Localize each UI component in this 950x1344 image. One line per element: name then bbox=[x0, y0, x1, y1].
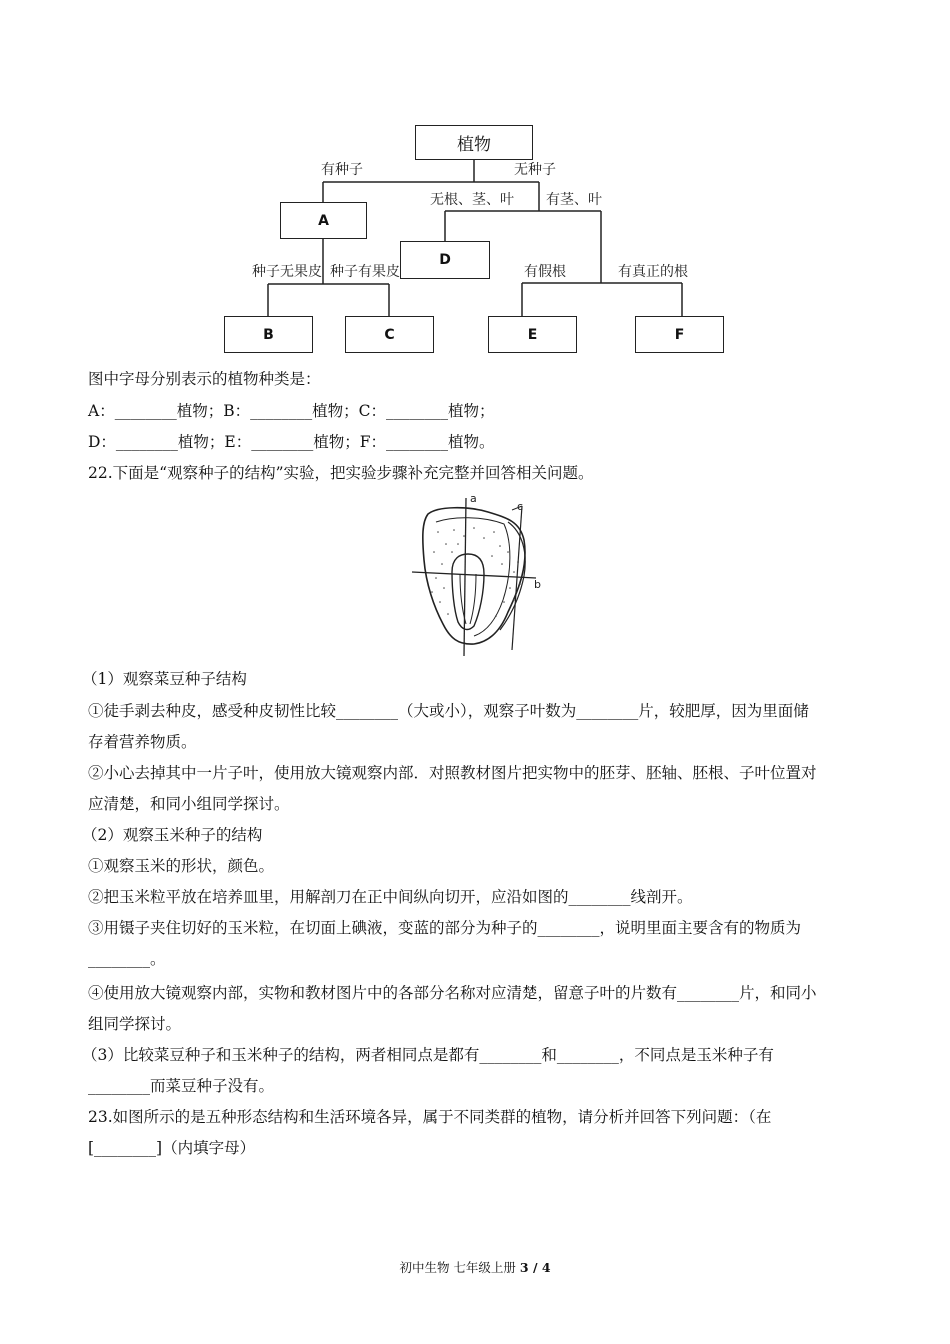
branch-label-no-root-stem-leaf: 无根、茎、叶 bbox=[430, 192, 514, 208]
tree-node-b-label: B bbox=[263, 326, 274, 343]
q22-line: 组同学探讨。 bbox=[88, 1015, 182, 1033]
branch-label-has-seed: 有种子 bbox=[321, 162, 363, 178]
tree-node-e-label: E bbox=[527, 326, 538, 343]
tree-node-f-label: F bbox=[674, 326, 685, 343]
branch-label-has-stem-leaf: 有茎、叶 bbox=[546, 192, 602, 208]
q22-line: ③用镊子夹住切好的玉米粒，在切面上碘液，变蓝的部分为种子的________，说明里面主要含有的物质为 bbox=[88, 919, 802, 937]
q22-line: ②把玉米粒平放在培养皿里，用解剖刀在正中间纵向切开，应沿如图的________线剖开。 bbox=[88, 888, 693, 906]
tree-root-plants bbox=[415, 125, 533, 160]
corn-seed-figure bbox=[408, 492, 548, 657]
q22-line: ①徒手剥去种皮，感受种皮韧性比较________（大或小），观察子叶数为________片，较肥厚，因为里面储 bbox=[88, 702, 809, 720]
q22-line: ④使用放大镜观察内部，实物和教材图片中的各部分名称对应清楚，留意子叶的片数有________片，和同小 bbox=[88, 984, 817, 1002]
tree-node-a-label: A bbox=[318, 212, 329, 229]
q22-title: 22.下面是“观察种子的结构”实验，把实验步骤补充完整并回答相关问题。 bbox=[88, 464, 594, 482]
page-number: 3 / 4 bbox=[519, 1260, 551, 1275]
branch-label-false-root: 有假根 bbox=[524, 264, 566, 280]
figure-label-a: a bbox=[470, 492, 477, 505]
q23-line-1: 23.如图所示的是五种形态结构和生活环境各异，属于不同类群的植物，请分析并回答下列问题：（在 bbox=[88, 1108, 772, 1126]
q22-line: ②小心去掉其中一片子叶，使用放大镜观察内部．对照教材图片把实物中的胚芽、胚轴、胚根、子叶位置对 bbox=[88, 764, 817, 782]
tree-node-e bbox=[488, 316, 577, 353]
tree-root-label: 植物 bbox=[457, 135, 491, 155]
q21-answer-line-1: A：________植物；B：________植物；C：________植物； bbox=[88, 402, 495, 420]
tree-node-c-label: C bbox=[384, 326, 395, 343]
tree-node-b bbox=[224, 316, 313, 353]
tree-node-d-label: D bbox=[439, 252, 451, 268]
page-footer bbox=[0, 1258, 950, 1276]
branch-label-seed-has-pericarp: 种子有果皮 bbox=[330, 264, 400, 280]
branch-label-true-root: 有真正的根 bbox=[618, 264, 688, 280]
q23-line-2: [________]（内填字母） bbox=[88, 1139, 256, 1157]
q22-line: ________。 bbox=[88, 950, 166, 968]
footer-text: 初中生物 七年级上册 bbox=[399, 1260, 520, 1275]
q22-line: （1）观察菜豆种子结构 bbox=[82, 670, 247, 688]
tree-node-f bbox=[635, 316, 724, 353]
q22-line: （3）比较菜豆种子和玉米种子的结构，两者相同点是都有________和________，不同点是玉米种子有 bbox=[82, 1046, 774, 1064]
q22-line: （2）观察玉米种子的结构 bbox=[82, 826, 263, 844]
q22-line: 存着营养物质。 bbox=[88, 733, 197, 751]
branch-label-no-seed: 无种子 bbox=[514, 162, 556, 178]
q22-line: ________而菜豆种子没有。 bbox=[88, 1077, 275, 1095]
tree-node-c bbox=[345, 316, 434, 353]
classification-tree-connectors bbox=[0, 0, 950, 360]
q21-answer-line-2: D：________植物；E：________植物；F：________植物。 bbox=[88, 433, 495, 451]
tree-node-a bbox=[280, 202, 367, 239]
q21-intro: 图中字母分别表示的植物种类是： bbox=[88, 370, 321, 388]
q22-line: ①观察玉米的形状，颜色。 bbox=[88, 857, 275, 875]
branch-label-seed-no-pericarp: 种子无果皮 bbox=[252, 264, 322, 280]
q22-line: 应清楚，和同小组同学探讨。 bbox=[88, 795, 290, 813]
tree-node-d bbox=[400, 241, 490, 279]
figure-label-b: b bbox=[534, 578, 541, 591]
figure-label-c: c bbox=[517, 500, 524, 513]
